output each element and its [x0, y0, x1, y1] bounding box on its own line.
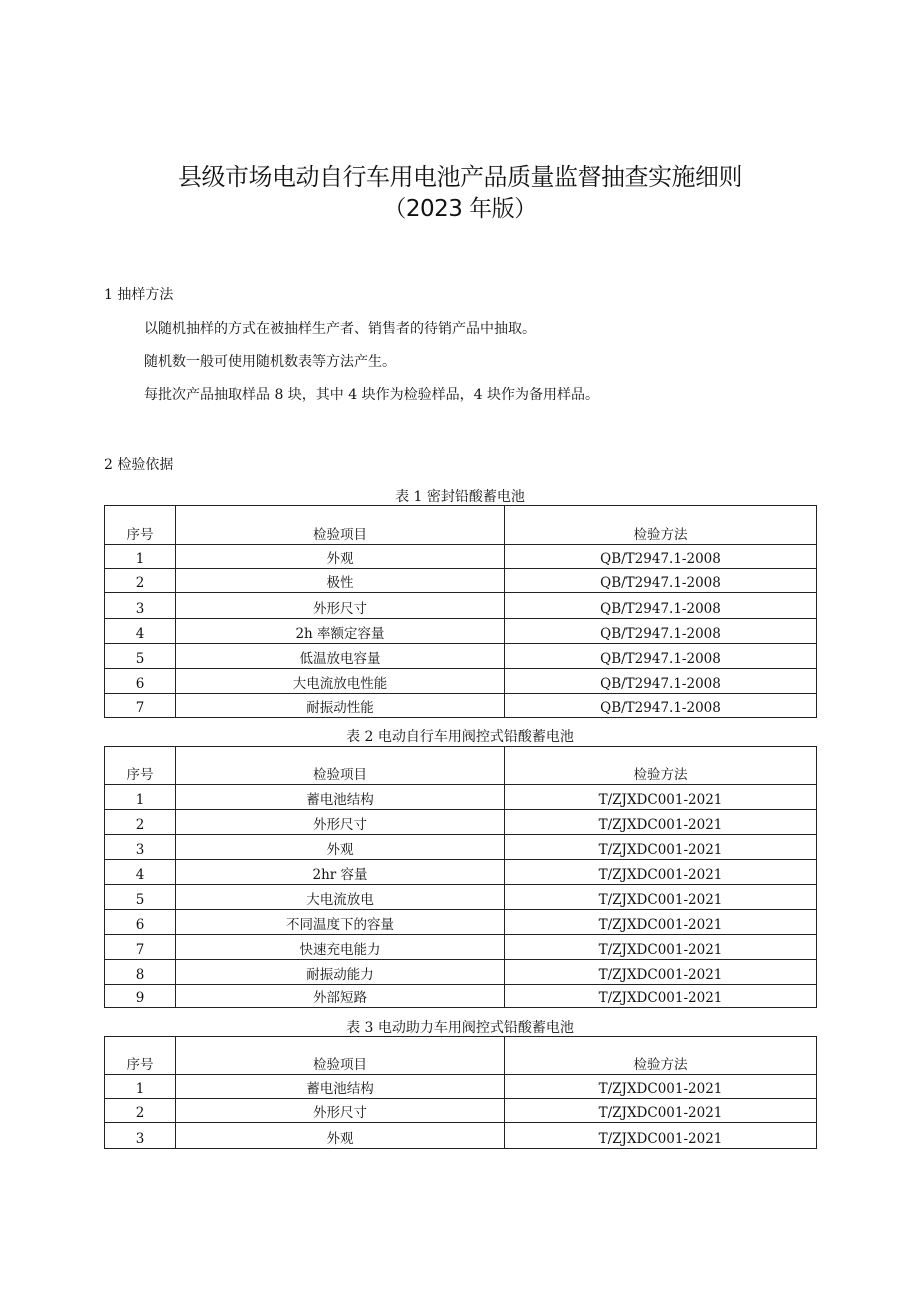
table-row [105, 835, 817, 860]
header-cell: 检验项目 [176, 1037, 505, 1075]
cell-index: 5 [105, 644, 176, 669]
table-header-row [105, 1037, 817, 1075]
cell-method: QB/T2947.1-2008 [505, 669, 817, 694]
cell-method: T/ZJXDC001-2021 [505, 785, 817, 810]
cell-method: T/ZJXDC001-2021 [505, 910, 817, 935]
table-row [105, 935, 817, 960]
cell-method: T/ZJXDC001-2021 [505, 860, 817, 885]
table-row [105, 694, 817, 718]
header-cell: 检验项目 [176, 506, 505, 545]
table-row [105, 810, 817, 835]
table-row [105, 545, 817, 569]
cell-index: 8 [105, 960, 176, 985]
cell-index: 7 [105, 694, 176, 718]
cell-item: 外观 [176, 835, 505, 860]
cell-item: 外观 [176, 545, 505, 569]
table-row [105, 1123, 817, 1149]
header-cell: 检验方法 [505, 747, 817, 785]
cell-method: QB/T2947.1-2008 [505, 569, 817, 593]
cell-index: 9 [105, 985, 176, 1008]
cell-index: 3 [105, 835, 176, 860]
header-cell: 序号 [105, 747, 176, 785]
cell-method: T/ZJXDC001-2021 [505, 935, 817, 960]
cell-item: 蓄电池结构 [176, 785, 505, 810]
table-row [105, 569, 817, 593]
cell-method: T/ZJXDC001-2021 [505, 1099, 817, 1123]
document-title: 县级市场电动自行车用电池产品质量监督抽查实施细则 [178, 163, 742, 191]
table-row [105, 910, 817, 935]
cell-index: 3 [105, 593, 176, 619]
table-row [105, 669, 817, 694]
cell-item: 低温放电容量 [176, 644, 505, 669]
cell-item: 外形尺寸 [176, 1099, 505, 1123]
table-row [105, 1099, 817, 1123]
table-caption: 表 1 密封铅酸蓄电池 [395, 489, 525, 505]
cell-item: 快速充电能力 [176, 935, 505, 960]
cell-item: 耐振动能力 [176, 960, 505, 985]
table-header-row [105, 747, 817, 785]
cell-method: T/ZJXDC001-2021 [505, 1123, 817, 1149]
header-cell: 检验方法 [505, 1037, 817, 1075]
cell-index: 6 [105, 910, 176, 935]
cell-item: 外形尺寸 [176, 593, 505, 619]
cell-item: 外形尺寸 [176, 810, 505, 835]
table-header-row [105, 506, 817, 545]
table-row [105, 885, 817, 910]
table-row [105, 960, 817, 985]
cell-index: 6 [105, 669, 176, 694]
cell-item: 极性 [176, 569, 505, 593]
cell-index: 4 [105, 619, 176, 644]
cell-method: QB/T2947.1-2008 [505, 619, 817, 644]
cell-method: QB/T2947.1-2008 [505, 644, 817, 669]
cell-index: 2 [105, 1099, 176, 1123]
section-heading-sampling: 1 抽样方法 [104, 287, 174, 303]
table-caption: 表 2 电动自行车用阀控式铅酸蓄电池 [346, 729, 574, 745]
cell-method: T/ZJXDC001-2021 [505, 960, 817, 985]
cell-method: QB/T2947.1-2008 [505, 593, 817, 619]
table-row [105, 1075, 817, 1099]
table-row [105, 644, 817, 669]
cell-method: T/ZJXDC001-2021 [505, 1075, 817, 1099]
inspection-table-3 [104, 1036, 817, 1149]
inspection-table-2 [104, 746, 817, 1008]
cell-item: 2hr 容量 [176, 860, 505, 885]
header-cell: 检验项目 [176, 747, 505, 785]
table-row [105, 985, 817, 1008]
cell-index: 2 [105, 810, 176, 835]
paragraph: 随机数一般可使用随机数表等方法产生。 [144, 354, 396, 370]
cell-method: T/ZJXDC001-2021 [505, 810, 817, 835]
table-row [105, 619, 817, 644]
cell-item: 外观 [176, 1123, 505, 1149]
header-cell: 检验方法 [505, 506, 817, 545]
cell-method: T/ZJXDC001-2021 [505, 885, 817, 910]
table-row [105, 860, 817, 885]
cell-item: 2h 率额定容量 [176, 619, 505, 644]
cell-method: T/ZJXDC001-2021 [505, 835, 817, 860]
cell-index: 5 [105, 885, 176, 910]
cell-item: 耐振动性能 [176, 694, 505, 718]
header-cell: 序号 [105, 506, 176, 545]
paragraph: 每批次产品抽取样品 8 块，其中 4 块作为检验样品，4 块作为备用样品。 [144, 387, 599, 403]
cell-index: 4 [105, 860, 176, 885]
cell-item: 大电流放电性能 [176, 669, 505, 694]
cell-index: 1 [105, 545, 176, 569]
cell-item: 大电流放电 [176, 885, 505, 910]
cell-item: 蓄电池结构 [176, 1075, 505, 1099]
cell-index: 7 [105, 935, 176, 960]
table-row [105, 785, 817, 810]
cell-method: T/ZJXDC001-2021 [505, 985, 817, 1008]
cell-index: 1 [105, 1075, 176, 1099]
table-caption: 表 3 电动助力车用阀控式铅酸蓄电池 [346, 1020, 574, 1036]
cell-method: QB/T2947.1-2008 [505, 694, 817, 718]
inspection-table-1 [104, 505, 817, 718]
cell-method: QB/T2947.1-2008 [505, 545, 817, 569]
cell-item: 不同温度下的容量 [176, 910, 505, 935]
section-heading-basis: 2 检验依据 [104, 457, 174, 473]
table-row [105, 593, 817, 619]
cell-item: 外部短路 [176, 985, 505, 1008]
cell-index: 2 [105, 569, 176, 593]
cell-index: 1 [105, 785, 176, 810]
header-cell: 序号 [105, 1037, 176, 1075]
cell-index: 3 [105, 1123, 176, 1149]
document-edition: （2023 年版） [383, 196, 537, 222]
paragraph: 以随机抽样的方式在被抽样生产者、销售者的待销产品中抽取。 [144, 321, 536, 337]
